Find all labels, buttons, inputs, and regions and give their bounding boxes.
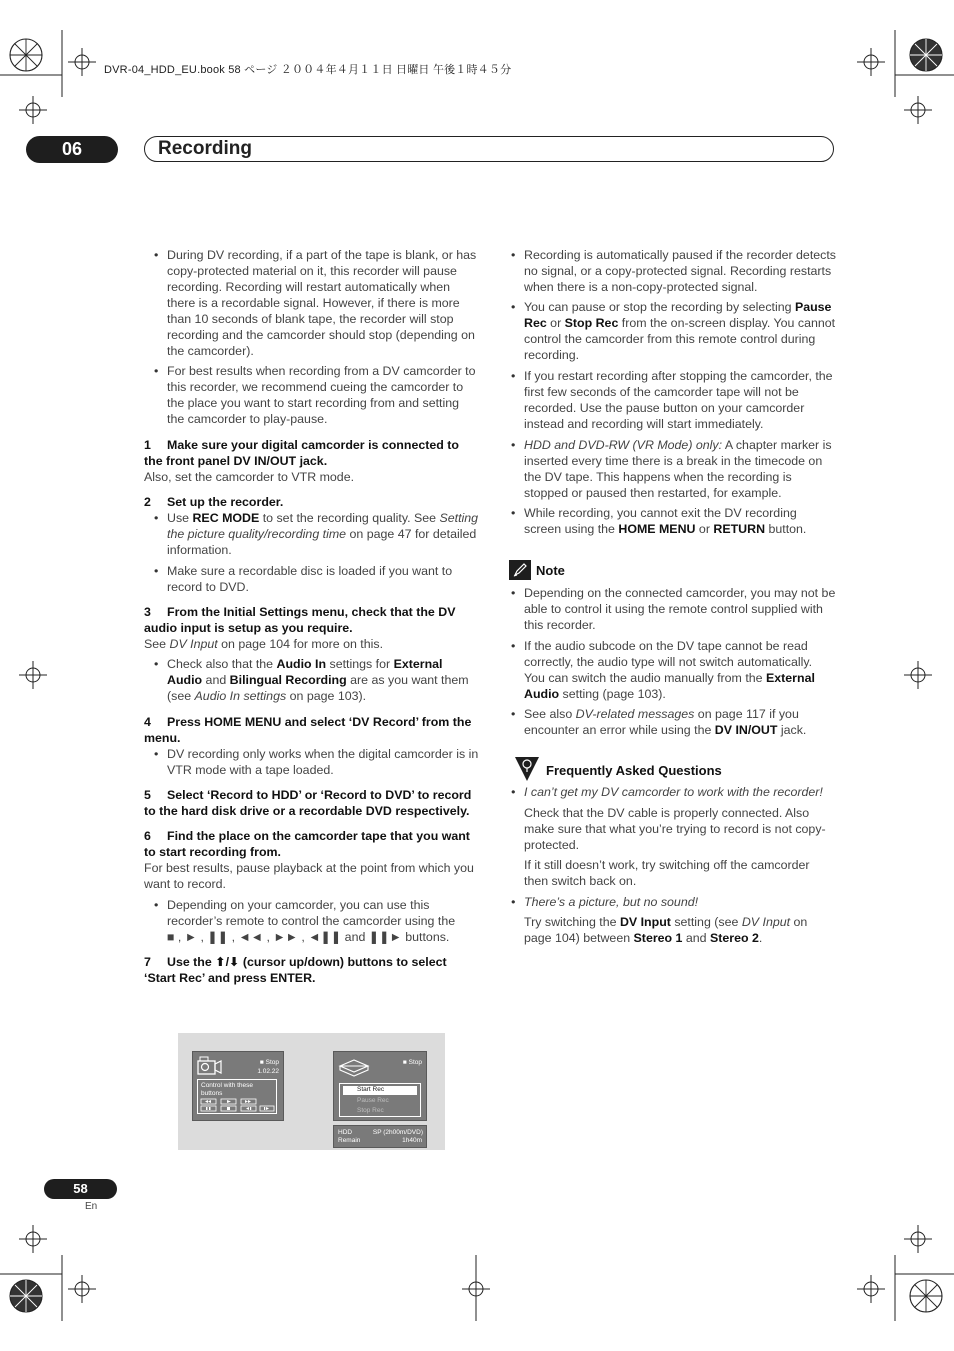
step-3-bullet: • Check also that the Audio In settings for External Audio and Bilingual Recording are as you want them (see Audio In settings on page 103).: [144, 656, 479, 704]
screen-illustration-panel: [178, 1033, 445, 1150]
info-hdd: HDD: [338, 1129, 353, 1136]
step-6-heading: [144, 828, 479, 860]
note-pencil-icon: [509, 560, 531, 580]
note-title: Note: [536, 563, 565, 578]
chapter-title: Recording: [158, 138, 252, 159]
faq-title: Frequently Asked Questions: [546, 763, 722, 778]
status-stop: ■ Stop: [402, 1059, 422, 1066]
step-title: Use the ⬆/⬇ (cursor up/down) buttons to select ‘Start Rec’ and press ENTER.: [144, 955, 447, 985]
step-2-bullet-2: • Make sure a recordable disc is loaded if you want to record to DVD.: [144, 563, 479, 595]
step-number: 6: [144, 829, 151, 843]
info-remain-value: 1h40m: [402, 1137, 422, 1144]
bullet-restart: • If you restart recording after stopping the camcorder, the first few seconds of the camcorder tape will not be recorded. Use the pause button on your camcorder instead and recording will start immediately.: [501, 368, 836, 432]
bullet-exit: • While recording, you cannot exit the DV recording screen using the HOME MENU or RETURN button.: [501, 505, 836, 537]
menu-item-pause-rec[interactable]: Pause Rec: [357, 1097, 389, 1104]
dv-record-menu-screen: [333, 1051, 427, 1121]
step-1-heading: [144, 437, 479, 469]
step-2-bullet-1: • Use REC MODE to set the recording quality. See Setting the picture quality/recording time on page 47 for detailed information.: [144, 510, 479, 558]
step-title: Select ‘Record to HDD’ or ‘Record to DVD’ to record to the hard disk drive or a recordable DVD respectively.: [144, 788, 472, 818]
step-1-body: Also, set the camcorder to VTR mode.: [144, 470, 355, 484]
recording-info-bar: [333, 1125, 427, 1148]
note-bullet-2: • If the audio subcode on the DV tape cannot be read correctly, the audio type will not switch automatically. You can switch the audio manually from the External Audio setting (page 103).: [501, 638, 836, 702]
step-number: 4: [144, 715, 151, 729]
left-column: [144, 247, 479, 986]
note-heading: [501, 560, 836, 582]
faq-answer-1a: Check that the DV cable is properly connected. Also make sure that what you’re trying to record is not copy-protected.: [524, 806, 826, 852]
step-title: From the Initial Settings menu, check that the DV audio input is setup as you require.: [144, 605, 456, 635]
language-code: En: [85, 1201, 98, 1212]
chapter-number-badge: 06: [26, 136, 118, 163]
note-bullet-1: • Depending on the connected camcorder, you may not be able to control it using the remote control supplied with this recorder.: [501, 585, 836, 633]
step-6-body: For best results, pause playback at the point from which you want to record.: [144, 861, 474, 891]
record-menu: [339, 1083, 421, 1117]
chapter-title-bar: [144, 136, 834, 162]
step-7-heading: [144, 954, 479, 986]
step-title: Find the place on the camcorder tape that you want to start recording from.: [144, 829, 470, 859]
page-number: 58: [44, 1179, 117, 1199]
disc-drive-icon: [338, 1057, 370, 1077]
step-4-bullet: • DV recording only works when the digital camcorder is in VTR mode with a tape loaded.: [144, 746, 479, 778]
print-info-line: DVR-04_HDD_EU.book 58 ページ ２００４年４月１１日 日曜日 午後１時４５分: [104, 64, 512, 76]
step-6-bullet: • Depending on your camcorder, you can use this recorder’s remote to control the camcorder using the ■ , ► , ❚❚ , ◄◄ , ►► , ◄❚❚ and ❚❚► buttons.: [144, 897, 479, 945]
faq-lightbulb-icon: [515, 757, 539, 781]
bullet-best-results: • For best results when recording from a DV camcorder to this recorder, we recommend cueing the camcorder to the place you want to start recording from and setting the camcorder to play-pause.: [144, 363, 479, 427]
step-2-heading: [144, 494, 479, 510]
step-number: 3: [144, 605, 151, 619]
status-stop: ■ Stop: [259, 1059, 279, 1066]
right-column: [501, 247, 836, 946]
menu-item-stop-rec[interactable]: Stop Rec: [357, 1107, 384, 1114]
timecode: 1.02.22: [257, 1068, 279, 1075]
step-number: 1: [144, 438, 151, 452]
step-title: Press HOME MENU and select ‘DV Record’ from the menu.: [144, 715, 472, 745]
camcorder-icon: [196, 1055, 222, 1079]
info-mode: SP (2h00m/DVD): [372, 1129, 423, 1136]
step-title: Set up the recorder.: [167, 495, 284, 509]
camcorder-control-screen: [192, 1051, 284, 1121]
step-5-heading: [144, 787, 479, 819]
transport-buttons-icon: [200, 1098, 276, 1113]
control-label: Control with these buttons: [201, 1082, 254, 1097]
menu-item-start-rec[interactable]: Start Rec: [343, 1086, 417, 1095]
bullet-chapter-marker: • HDD and DVD-RW (VR Mode) only: A chapter marker is inserted every time there is a break in the timecode on the DV tape. This happens when the recording is stopped or paused then restarted, for example.: [501, 437, 836, 501]
faq-question-2: • There’s a picture, but no sound!: [501, 894, 836, 910]
step-4-heading: [144, 714, 479, 746]
step-number: 2: [144, 495, 151, 509]
bullet-dv-blank: • During DV recording, if a part of the tape is blank, or has copy-protected material on it, this recorder will pause recording. Recording will restart automatically when there is a recordable signal. However, if there is more than 10 seconds of blank tape, the recorder will stop recording and the camcorder should stop (depending on the camcorder).: [144, 247, 479, 359]
faq-question-1: • I can’t get my DV camcorder to work with the recorder!: [501, 784, 836, 800]
step-3-body: See DV Input on page 104 for more on this.: [144, 637, 384, 651]
remote-button-glyphs: ■ , ► , ❚❚ , ◄◄ , ►► , ◄❚❚ and ❚❚► buttons.: [167, 930, 450, 944]
bullet-auto-pause: • Recording is automatically paused if the recorder detects no signal, or a copy-protected signal. Recording restarts when there is a non-copy-protected signal.: [501, 247, 836, 295]
faq-heading: [501, 760, 836, 782]
step-3-heading: [144, 604, 479, 636]
control-box: [197, 1079, 277, 1114]
faq-answer-1b: If it still doesn’t work, try switching off the camcorder then switch back on.: [524, 858, 810, 888]
step-title: Make sure your digital camcorder is connected to the front panel DV IN/OUT jack.: [144, 438, 459, 468]
note-bullet-3: • See also DV-related messages on page 117 if you encounter an error while using the DV IN/OUT jack.: [501, 706, 836, 738]
faq-answer-2: Try switching the DV Input setting (see DV Input on page 104) between Stereo 1 and Stereo 2.: [524, 915, 808, 945]
info-remain-label: Remain: [338, 1137, 361, 1144]
bullet-pause-stop: • You can pause or stop the recording by selecting Pause Rec or Stop Rec from the on-screen display. You cannot control the camcorder from this remote control during recording.: [501, 299, 836, 363]
step-number: 7: [144, 955, 151, 969]
step-number: 5: [144, 788, 151, 802]
